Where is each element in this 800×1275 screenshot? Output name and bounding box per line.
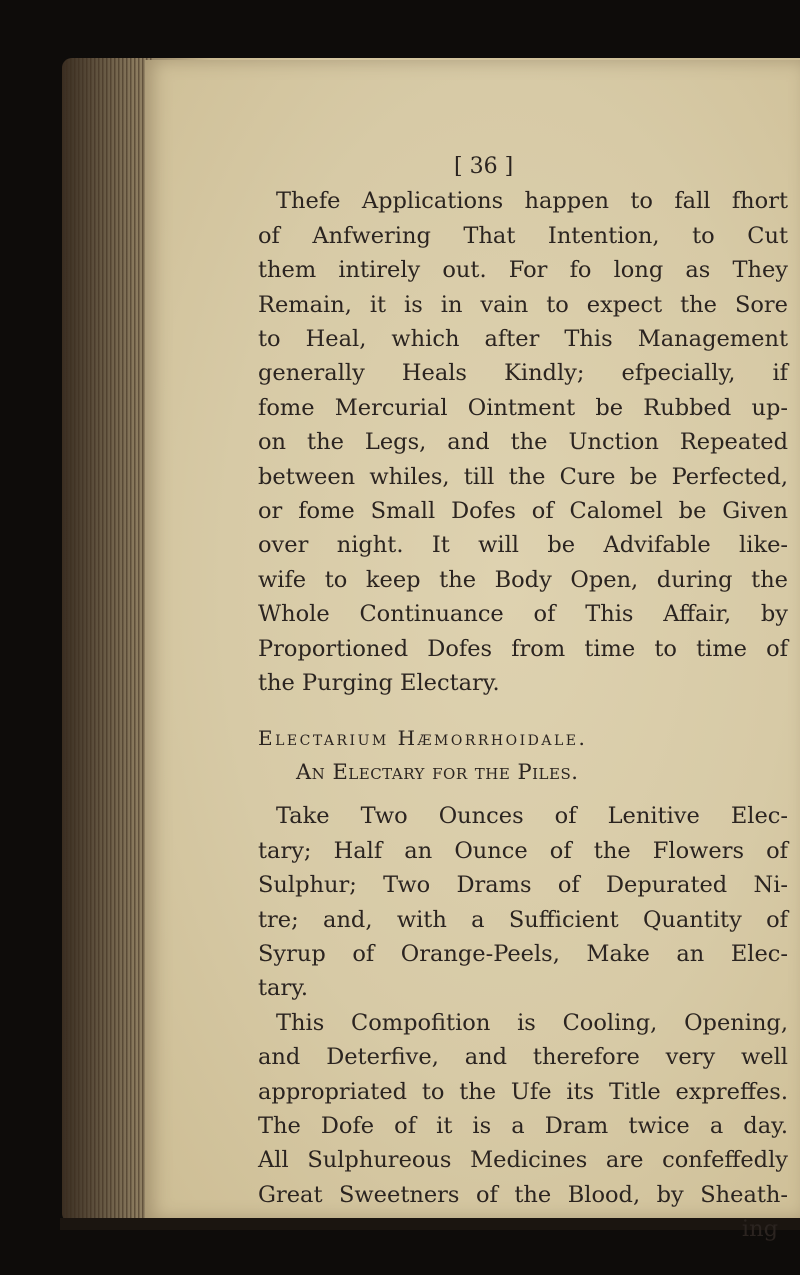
page-text bbox=[258, 150, 788, 1247]
text-line: tary. bbox=[258, 975, 309, 1002]
text-line: Syrup of Orange-Peels, Make an Elec- bbox=[258, 940, 788, 967]
text-line: Great Sweetners of the Blood, by Sheath- bbox=[258, 1181, 788, 1208]
text-line: generally Heals Kindly; efpecially, if bbox=[258, 360, 788, 387]
text-line: tre; and, with a Sufficient Quantity of bbox=[258, 906, 788, 933]
text-line: Whole Continuance of This Affair, by bbox=[258, 601, 788, 628]
text-line: between whiles, till the Cure be Perfected, bbox=[258, 463, 788, 490]
text-line: Take Two Ounces of Lenitive Elec- bbox=[276, 803, 788, 830]
text-line: Proportioned Dofes from time to time of bbox=[258, 635, 788, 662]
text-line: tary; Half an Ounce of the Flowers of bbox=[258, 837, 788, 864]
text-line: wife to keep the Body Open, during the bbox=[258, 566, 788, 593]
text-line: of Anfwering That Intention, to Cut bbox=[258, 222, 788, 249]
text-line: over night. It will be Advifable like- bbox=[258, 532, 788, 559]
page-number: [ 36 ] bbox=[454, 154, 514, 179]
text-line: on the Legs, and the Unction Repeated bbox=[258, 429, 788, 456]
text-line: and Deterfive, and therefore very well bbox=[258, 1044, 788, 1071]
recipe-heading-latin: Electarium Hæmorrhoidale. bbox=[258, 725, 588, 750]
text-line: to Heal, which after This Management bbox=[258, 326, 788, 353]
text-line: Remain, it is in vain to expect the Sore bbox=[258, 291, 788, 318]
catchword: ing bbox=[741, 1216, 778, 1243]
paragraph-1 bbox=[258, 184, 788, 700]
text-line: the Purging Electary. bbox=[258, 670, 500, 697]
recipe-heading-english: An Electary for the Piles. bbox=[296, 759, 579, 784]
text-line: The Dofe of it is a Dram twice a day. bbox=[258, 1112, 788, 1139]
text-line: Sulphur; Two Drams of Depurated Ni- bbox=[258, 872, 788, 899]
text-line: them intirely out. For fo long as They bbox=[258, 257, 788, 284]
text-line: appropriated to the Ufe its Title expreffes. bbox=[258, 1078, 788, 1105]
text-line: or fome Small Dofes of Calomel be Given bbox=[258, 498, 788, 525]
page-edges bbox=[62, 58, 152, 1223]
text-line: Thefe Applications happen to fall fhort bbox=[276, 188, 788, 215]
text-line: This Compofition is Cooling, Opening, bbox=[276, 1009, 788, 1036]
text-line: All Sulphureous Medicines are confeffedly bbox=[258, 1147, 788, 1174]
paragraph-2 bbox=[258, 799, 788, 1005]
paragraph-3 bbox=[258, 1006, 788, 1212]
text-line: fome Mercurial Ointment be Rubbed up- bbox=[258, 394, 788, 421]
